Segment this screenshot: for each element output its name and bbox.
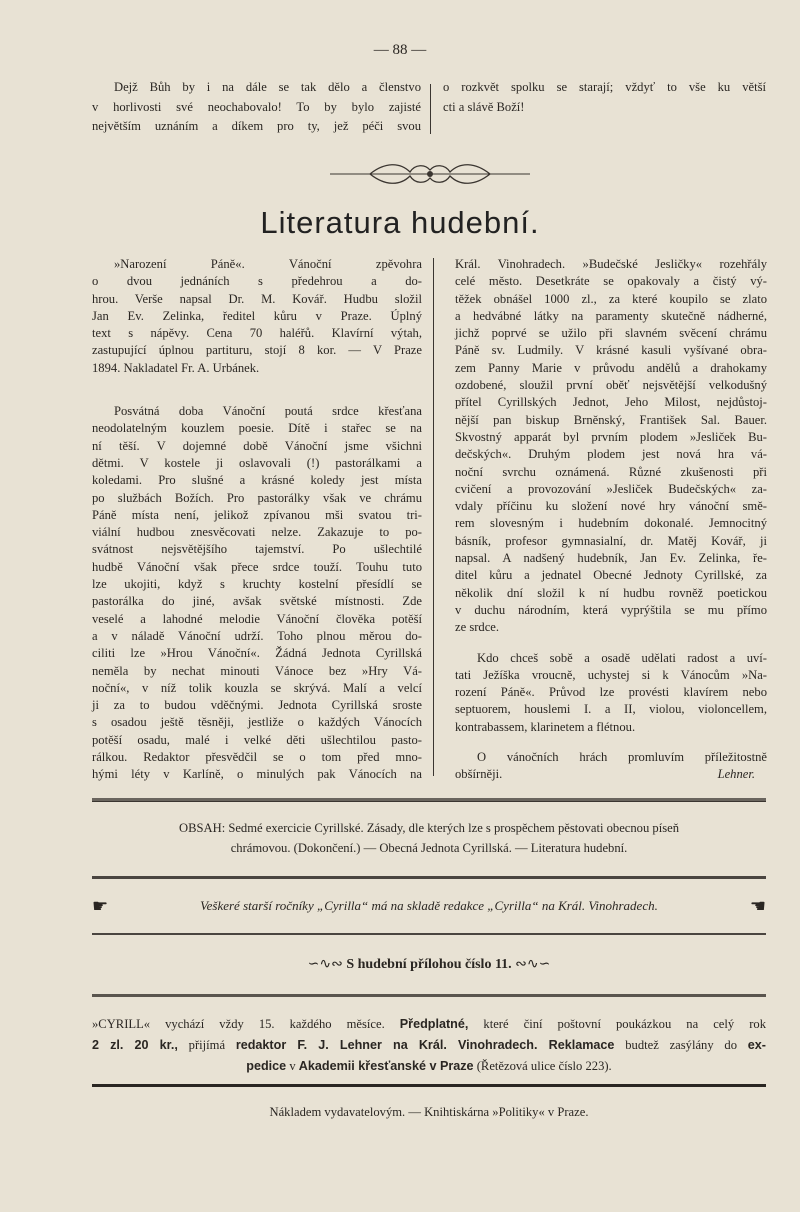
subscription-info (92, 1014, 766, 1077)
text-line: zem Panny Marie v průvodu andělů a drahokamy (455, 360, 767, 375)
contents-line-1: OBSAH: Sedmé exercicie Cyrillské. Zásady, dle kterých lze s prospěchem pěstovati obecnou píseň (179, 821, 679, 835)
text-line: s osadou ještě těsněji, jestliže o každých Vánocích (92, 715, 422, 730)
text-line: a hedvábné látky na paramenty skutečně nádherné, (455, 308, 767, 323)
pointing-hand-left-icon: ☚ (749, 896, 766, 916)
subscription-bold: ex- (747, 1038, 766, 1052)
text-line: přítel Cyrillských Jednot, Jeho Milost, nejdůstoj- (455, 395, 767, 410)
text-line: rem slovesným i hudebním dokonalé. Jemnocitný (455, 516, 767, 531)
subscription-text: v (289, 1059, 296, 1073)
subscription-bold: 2 zl. 20 kr., (92, 1038, 178, 1052)
subscription-text: (Řetězová ulice číslo 223). (476, 1059, 612, 1073)
contents-line-2: chrámovou. (Dokončení.) — Obecná Jednota Cyrillská. — Literatura hudební. (230, 841, 628, 855)
text-line: ciliti lze »Hrou Vánoční«. Žádná Jednota Cyrillská (92, 646, 422, 661)
top-left-column (92, 78, 421, 137)
supplement-text: S hudební přílohou číslo 11. (346, 957, 512, 972)
text-line: Skvostný apparát byl prvním plodem »Jesliček Bu- (455, 429, 767, 444)
subscription-text: které činí poštovní poukázkou na celý rok (483, 1017, 767, 1031)
paragraph-gap (92, 390, 422, 403)
text-line: celé město. Desetkráte se opakovaly a čistý vý- (455, 274, 767, 289)
text-line: pastorálka do jiné, avšak světské místnosti. Zde (92, 594, 422, 609)
right-column (455, 256, 767, 784)
text-line: v horlivosti své neochabovalo! To by bylo zajisté (92, 99, 421, 114)
text-line: Král. Vinohradech. »Budečské Jesličky« rozehřály (455, 257, 767, 271)
rule (92, 994, 766, 997)
subscription-bold: Předplatné, (399, 1017, 469, 1031)
paragraph-gap (455, 637, 767, 650)
imprint: Nákladem vydavatelovým. — Knihtiskárna »Politiky« v Praze. (269, 1105, 589, 1119)
text-line: o rozkvět spolku se starají; vždyť to vše ku větší (443, 80, 766, 94)
text-line: rození Páně«. Průvod lze provésti klavírem nebo (455, 685, 767, 700)
text-line: lze ukojiti, když s kruchty kostelní přesídlí se (92, 577, 422, 592)
text-line: Páně místa není, jelikož zpívanou mši svatou tri- (92, 507, 422, 522)
notice (92, 896, 766, 916)
text-line: 1894. Nakladatel Fr. A. Urbánek. (92, 360, 260, 375)
text-line: dětmi. V kostele ji oslavovali (!) pastorálkami a (92, 455, 422, 470)
rule (92, 933, 766, 935)
text-line: rálkou. Redaktor přesvědčil se o tom před mno- (92, 750, 422, 765)
text-line: obšírněji. (455, 767, 503, 782)
text-line: »Narození Páně«. Vánoční zpěvohra (114, 257, 422, 271)
text-line: a v náladě Vánoční udrží. Toho plnou měrou do- (92, 628, 422, 643)
text-line: jichž poprvé se užilo při slavném svěcení chrámu (455, 326, 767, 341)
text-line: o dvou jednáních s předehrou a do- (92, 274, 422, 289)
subscription-bold: Akademii křesťanské v Praze (298, 1059, 474, 1073)
pointing-hand-right-icon: ☛ (92, 896, 109, 916)
column-divider (430, 84, 431, 134)
text-line: ditel kůru a jednatel Obecné Jednoty Cyrillské, za (455, 568, 767, 583)
left-column (92, 256, 422, 784)
text-line: hudbě Vánoční však přece srdce touží. Touhu tuto (92, 559, 422, 574)
subscription-text: »CYRILL« vychází vždy 15. každého měsíce. (92, 1017, 385, 1031)
ornament-divider (330, 160, 530, 188)
double-rule (92, 798, 766, 802)
text-line: kontrabassem, klarinetem a flétnou. (455, 719, 636, 734)
flourish-left-icon: ∽∿∾ (307, 957, 343, 972)
text-line: Posvátná doba Vánoční poutá srdce křesťana (114, 404, 422, 419)
text-line: básník, profesor gymnasialní, dr. Matěj Kovář, ji (455, 533, 767, 548)
column-divider (433, 258, 434, 776)
text-line: Jan Ev. Zelinka, ředitel kůru v Praze. Úplný (92, 308, 422, 323)
paragraph-gap (92, 377, 422, 390)
text-line: hými léty v Karlíně, o minulých pak Vánocích na (92, 767, 422, 782)
text-line: Kdo chceš sobě a osadě udělati radost a uví- (477, 650, 767, 665)
text-line: po službách Božích. Pro pastorálky však ve chrámu (92, 490, 422, 505)
text-line: ze srdce. (455, 620, 500, 635)
signature-line (455, 766, 767, 783)
text-line: ozdobené, sloužil první oběť nejsvětější velkodušný (455, 378, 767, 393)
text-line: největším uznáním a díkem pro ty, jež péči svou (92, 119, 421, 133)
text-line: vdaly příčinu ku složení nové hry vánoční smě- (455, 499, 767, 514)
subscription-text: budtež zasýlány do (625, 1038, 738, 1052)
text-line: těžek obnášel 1000 zl., za které koupilo se zlato (455, 291, 767, 306)
rule (92, 1084, 766, 1087)
text-line: hrou. Verše napsal Dr. M. Kovář. Hudbu složil (92, 291, 422, 306)
page-number: — 88 — (373, 42, 427, 58)
text-line: neměla by nechat minouti Vánoce bez »Hry Vá- (92, 663, 422, 678)
text-line: koledami. Pro slušné a krásné koledy jest místa (92, 473, 422, 488)
text-line: cvičení a provozování »Jesliček Budečských« za- (455, 481, 767, 496)
text-line: neodolatelným kouzlem poesie. Dítě i stařec se na (92, 421, 422, 436)
contents (92, 818, 766, 858)
text-line: septuorem, houslemi I. a II, violou, violoncellem, (455, 702, 767, 717)
text-line: potěší osadu, malé i velké děti ušlechtilou pasto- (92, 732, 422, 747)
author-signature: Lehner. (717, 767, 755, 782)
top-right-column (443, 78, 766, 117)
subscription-bold: pedice (246, 1059, 287, 1073)
text-line: viální hudbou znesvěcovati nelze. Zakazuje to po- (92, 525, 422, 540)
text-line: text s nápěvy. Cena 70 haléřů. Klavírní výtah, (92, 326, 422, 341)
text-line: dečských«. Druhým plodem jest nová hra vá- (455, 447, 767, 462)
text-line: zastupující úplnou partituru, stojí 8 kor. — V Praze (92, 343, 422, 358)
notice-text: Veškeré starší ročníky „Cyrilla“ má na skladě redakce „Cyrilla“ na Král. Vinohradech. (200, 898, 658, 913)
supplement (92, 955, 766, 975)
text-line: cti a slávě Boží! (443, 99, 525, 114)
text-line: ní těší. V dojemné době Vánoční jsme všichni (92, 438, 422, 453)
section-title: Literatura hudební. (260, 205, 540, 240)
text-line: Páně sv. Ludmily. V krásné kasuli vyšívané obra- (455, 343, 767, 358)
text-line: noční svrchu oznámená. Různé zkušenosti při (455, 464, 767, 479)
text-line: O vánočních hrách promluvím příležitostně (477, 750, 767, 765)
subscription-bold: redaktor F. J. Lehner na Král. Vinohradech. Reklamace (235, 1038, 615, 1052)
text-line: Dejž Bůh by i na dále se tak dělo a členstvo (114, 80, 421, 94)
text-line: tati Ježíška vroucně, uchystej si k Vánocům »Na- (455, 667, 767, 682)
flourish-right-icon: ∾∿∽ (515, 957, 551, 972)
text-line: svátnost nejsvětějšího tajemství. Po ušlechtilé (92, 542, 422, 557)
rule (92, 876, 766, 879)
text-line: v duchu národním, která vyprýštila se mu přímo (455, 602, 767, 617)
text-line: noční«, v níž tolik kouzla se skrývá. Malí a velcí (92, 680, 422, 695)
text-line: napsal. A nadšený hudebník, Jan Ev. Zelinka, ře- (455, 551, 767, 566)
text-line: nější pan biskup Brněnský, František Sal. Bauer. (455, 412, 767, 427)
text-line: veselé a lahodné melodie Vánoční člověka potěší (92, 611, 422, 626)
subscription-text: přijímá (188, 1038, 226, 1052)
text-line: několik dní složil k ní hudbu rovněž poetickou (455, 585, 767, 600)
text-line: ji za to budou vděčnými. Jednota Cyrillská sroste (92, 698, 422, 713)
paragraph-gap (455, 736, 767, 749)
